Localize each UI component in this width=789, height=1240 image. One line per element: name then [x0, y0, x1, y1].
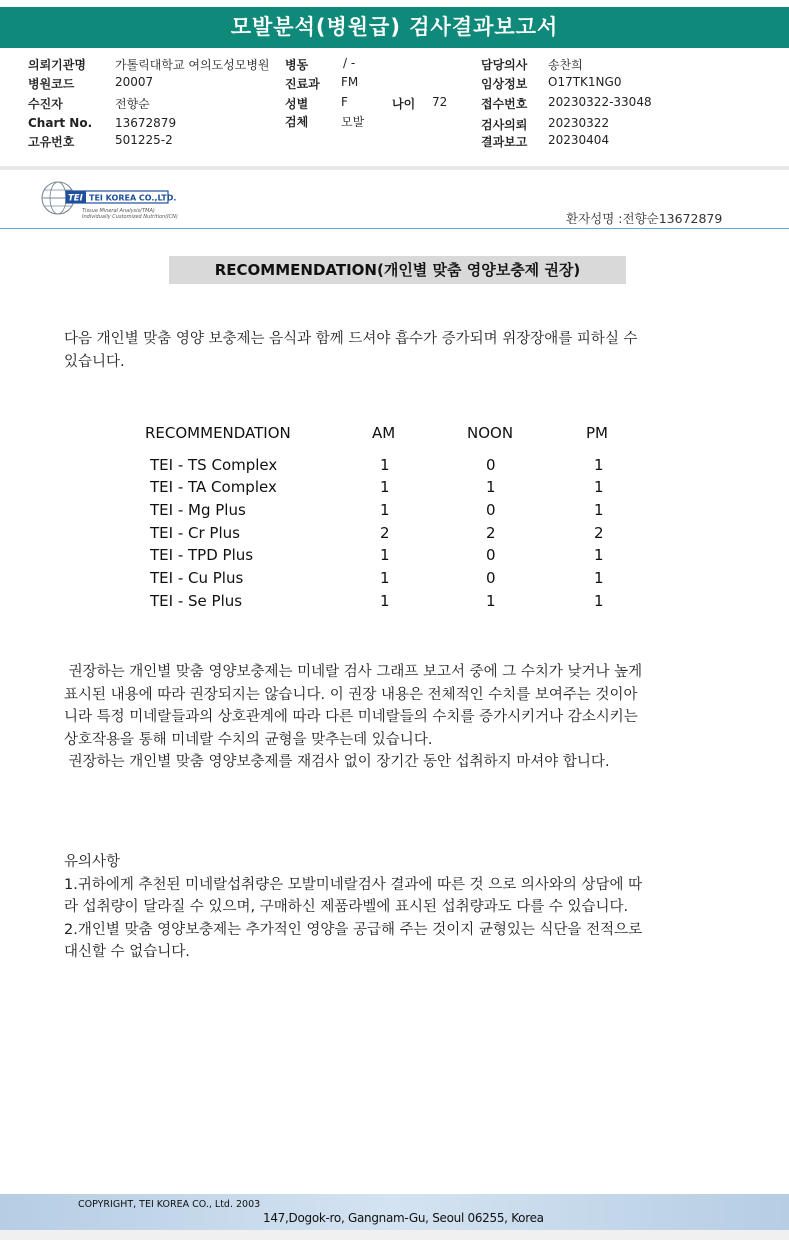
logo-subtitle: [82, 208, 178, 220]
intro-paragraph: [64, 328, 744, 373]
noon-value: 2: [486, 524, 496, 542]
pm-value: 1: [594, 592, 604, 610]
note-line: 1.귀하에게 추천된 미네랄섭취량은 모발미네랄검사 결과에 따른 것 으로 의사와의 상담에 따: [64, 876, 643, 893]
table-header-recommendation: RECOMMENDATION: [145, 424, 291, 442]
ward-label: 병동: [285, 58, 309, 72]
am-value: 1: [380, 569, 390, 587]
am-value: 2: [380, 524, 390, 542]
clinical-info-label: 임상정보: [481, 77, 528, 91]
receipt-no-label: 접수번호: [481, 97, 528, 111]
body-line: 상호작용을 통해 미네랄 수치의 균형을 맞추는데 있습니다.: [64, 731, 433, 748]
logo-subtitle-line1: Tissue Mineral Analysis(TMA): [82, 208, 155, 214]
unique-no-label: 고유번호: [28, 135, 75, 149]
chart-no-value: 13672879: [115, 116, 177, 130]
pm-value: 2: [594, 524, 604, 542]
section-divider: [0, 166, 789, 170]
hospital-code-label: 병원코드: [28, 77, 75, 91]
table-header-noon: NOON: [467, 424, 514, 442]
noon-value: 0: [486, 456, 496, 474]
department-value: FM: [341, 75, 359, 89]
supplement-name: TEI - TS Complex: [150, 456, 278, 474]
intro-line: 있습니다.: [64, 353, 125, 370]
department-label: 진료과: [285, 77, 320, 91]
pm-value: 1: [594, 501, 604, 519]
recommendation-header: RECOMMENDATION(개인별 맞춤 영양보충제 권장): [169, 256, 626, 284]
am-value: 1: [380, 501, 390, 519]
pm-value: 1: [594, 478, 604, 496]
noon-value: 1: [486, 478, 496, 496]
supplement-name: TEI - Mg Plus: [150, 501, 246, 519]
body-line: 권장하는 개인별 맞춤 영양보충제를 재검사 없이 장기간 동안 섭취하지 마셔야 합니다.: [64, 754, 610, 770]
specimen-value: 모발: [341, 115, 365, 129]
chart-no-label: Chart No.: [28, 116, 93, 130]
supplement-name: TEI - TA Complex: [150, 478, 277, 496]
intro-line: 다음 개인별 맞춤 영양 보충제는 음식과 함께 드셔야 흡수가 증가되며 위장장애를 피하실 수: [64, 331, 638, 347]
footer-copyright: COPYRIGHT, TEI KOREA CO., Ltd. 2003: [78, 1199, 261, 1210]
doctor-value: 송찬희: [548, 58, 583, 72]
supplement-name: TEI - TPD Plus: [150, 546, 254, 564]
result-report-value: 20230404: [548, 133, 610, 147]
clinical-info-value: O17TK1NG0: [548, 75, 622, 89]
body-line: 표시된 내용에 따라 권장되지는 않습니다. 이 권장 내용은 전체적인 수치를 보여주는 것이아: [64, 686, 638, 703]
am-value: 1: [380, 592, 390, 610]
pm-value: 1: [594, 456, 604, 474]
am-value: 1: [380, 456, 390, 474]
doctor-label: 담당의사: [481, 58, 528, 72]
table-header-pm: PM: [586, 424, 608, 442]
institution-value: 가톨릭대학교 여의도성모병원: [115, 58, 270, 72]
age-value: 72: [432, 95, 448, 109]
exam-request-value: 20230322: [548, 116, 610, 130]
noon-value: 1: [486, 592, 496, 610]
noon-value: 0: [486, 569, 496, 587]
notes-title: 유의사항: [64, 854, 121, 870]
examiner-label: 수진자: [28, 97, 63, 111]
age-label: 나이: [392, 97, 416, 111]
examiner-value: 전향순: [115, 97, 150, 111]
header-underline: [0, 228, 789, 229]
bottom-margin: [0, 1230, 789, 1240]
report-title: 모발분석(병원급) 검사결과보고서: [0, 7, 789, 48]
footer-address: 147,Dogok-ro, Gangnam-Gu, Seoul 06255, Korea: [263, 1211, 544, 1225]
specimen-label: 검체: [285, 115, 309, 129]
ward-value: / -: [343, 56, 356, 70]
pm-value: 1: [594, 546, 604, 564]
hospital-code-value: 20007: [115, 75, 154, 89]
am-value: 1: [380, 546, 390, 564]
noon-value: 0: [486, 546, 496, 564]
sex-label: 성별: [285, 97, 309, 111]
logo-company: TEI KOREA CO.,LTD.: [89, 193, 177, 203]
notes-section: [64, 851, 754, 964]
supplement-name: TEI - Cr Plus: [150, 524, 240, 542]
unique-no-value: 501225-2: [115, 133, 173, 147]
logo-brand: TEI: [68, 193, 83, 204]
institution-label: 의뢰기관명: [28, 58, 86, 72]
result-report-label: 결과보고: [481, 135, 528, 149]
patient-name-line: 환자성명 :전향순13672879: [566, 211, 723, 226]
am-value: 1: [380, 478, 390, 496]
pm-value: 1: [594, 569, 604, 587]
body-line: 권장하는 개인별 맞춤 영양보충제는 미네랄 검사 그래프 보고서 중에 그 수치가 낮거나 높게: [64, 664, 643, 680]
exam-request-label: 검사의뢰: [481, 118, 528, 132]
note-line: 2.개인별 맞춤 영양보충제는 추가적인 영양을 공급해 주는 것이지 균형있는 식단을 전적으로: [64, 921, 643, 938]
table-header-am: AM: [372, 424, 396, 442]
receipt-no-value: 20230322-33048: [548, 95, 652, 109]
body-line: 니라 특정 미네랄들과의 상호관계에 따라 다른 미네랄들의 수치를 증가시키거나 감소시키는: [64, 709, 638, 725]
logo-subtitle-line2: Individually Customized Nutrition(ICN): [82, 214, 178, 220]
note-line: 라 섭취량이 달라질 수 있으며, 구매하신 제품라벨에 표시된 섭취량과도 다를 수 있습니다.: [64, 899, 629, 915]
supplement-name: TEI - Se Plus: [150, 592, 243, 610]
body-paragraph: [64, 661, 754, 774]
supplement-name: TEI - Cu Plus: [150, 569, 244, 587]
note-line: 대신할 수 없습니다.: [64, 944, 190, 960]
sex-value: F: [341, 95, 348, 109]
noon-value: 0: [486, 501, 496, 519]
